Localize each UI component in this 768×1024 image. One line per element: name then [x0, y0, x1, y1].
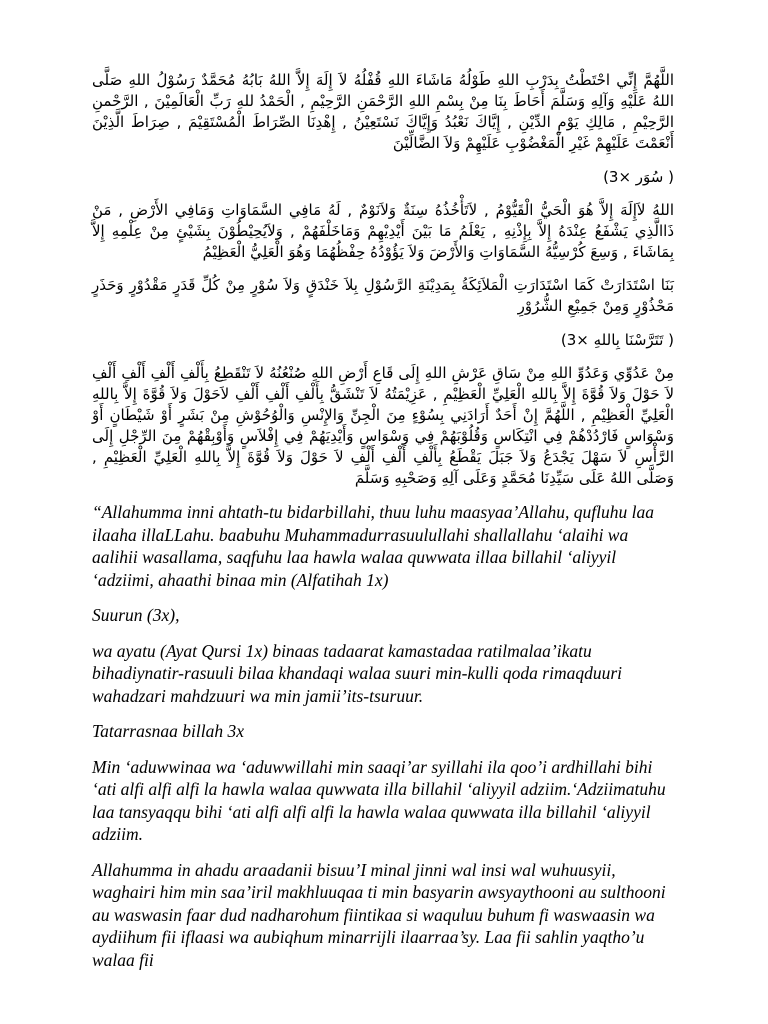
arabic-protection-prayer: مِنْ عَدُوِّي وَعَدُوِّ اللهِ مِنْ سَاقِ عَرْشِ اللهِ إِلَى قَاعِ أَرْضِ اللهِ صُنْعُنُهُ لاَ تَنْقَطِعُ بِأَلْفِ أَلْفِ أَلْفِ أَلْفِ لاَ حَوْلَ وَلاَ قُوَّةَ إِلاَّ بِاللهِ الْعَلِيِّ الْعَظِيْمِ , عَزِيْمَتُهُ لاَ تَنْشَقُّ بِأَلْفِ أَلْفِ أَلْفِ لاَحَوْلَ وَلاَ قُوَّةَ إِلاَّ بِاللهِ الْعَلِيِّ الْعَظِيْمِ , اللَّهُمَّ إِنْ أَحَدٌ أَرَادَنِي بِسُوْءٍ مِنَ الْجِنِّ وَالإِنْسِ وَالْوُحُوْشِ مِنْ بَشَرٍ أَوْ شَيْطَانٍ أَوْ وَسْوَاسٍ فَارْدُدْهُمْ فِي انْتِكَاسٍ وَقُلُوْبَهُمْ فِي وَسْوَاسٍ وَأَيْدِيَهُمْ فِي إِفْلاَسٍ وَأَوْبِقْهُمْ مِنَ الرِّجْلِ إِلَى الرَّأْسِ لاَ سَهْلَ يَجْدَعُ وَلاَ جَبَلَ يَقْطَعُ بِأَلْفِ أَلْفِ أَلْفِ لاَ حَوْلَ وَلاَ قُوَّةَ إِلاَّ بِاللهِ الْعَلِيِّ الْعَظِيْمِ , وَصَلَّى اللهُ عَلَى سَيِّدِنَا مُحَمَّدٍ وَعَلَى آلِهِ وَصَحْبِهِ وَسَلَّمَ [92, 364, 674, 487]
document-page [92, 70, 674, 984]
latin-surah-label: Suurun (3x), [92, 605, 180, 625]
latin-opening-prayer: “Allahumma inni ahtath-tu bidarbillahi, thuu luhu maasyaa’Allahu, qufluhu laa ilaaha illaLLahu. baabuhu Muhammadurrasuulullahi shallallahu ‘alaihi wa aalihii wasallama, saqfuhu laa hawla walaa quwwata illaa billahil ‘aliyyil ‘adziimi, ahaathi binaa min (Alfatihah 1x) [92, 502, 654, 590]
arabic-surah-label: ( سُوَر ×3) [603, 168, 674, 186]
latin-closing-prayer: Allahumma in ahadu araadanii bisuu’I minal jinni wal insi wal wuhuusyii, waghairi him min saa’iril makhluuqaa ti min basyarin awsyaythooni au sulthooni au waswasin faar dud nadharohum fiintikaa si waquluu buhum fi waswaasin wa aydiihum fii iflaasi wa aubiqhum minarrijli ilaarraa’sy. Laa fii sahlin yaqtho’u walaa fii [92, 859, 666, 970]
latin-ayat-kursi: wa ayatu (Ayat Qursi 1x) binaas tadaarat kamastadaa ratilmalaa’ikatu bihadiynatir-rasuuli bilaa khandaqi walaa suuri min-kulli qoda rimaqduuri wahadzari mahdzuuri wa min jamii’its-tsuruur. [92, 640, 623, 706]
arabic-tatarrasna-label: ( تَتَرَّسْنَا بِاللهِ ×3) [560, 331, 674, 349]
latin-protection-prayer: Min ‘aduwwinaa wa ‘aduwwillahi min saaqi’ar syillahi ila qoo’i ardhillahi bihi ‘ati alfi alfi alfi la hawla walaa quwwata illa billahil ‘aliyyil adziim.‘Adziimatuhu laa tansyaqqu bihi ‘ati alfi alfi alfi la hawla walaa quwwata illa billahil ‘aliyyil adziim. [92, 756, 666, 844]
arabic-encirclement-prayer: بَنَا اسْتَدَارَتْ كَمَا اسْتَدَارَتِ الْمَلاَئِكَةُ بِمَدِيْنَةِ الرَّسُوْلِ بِلاَ خَنْدَقٍ وَلاَ سُوْرٍ مِنْ كُلِّ قَدَرٍ مَقْدُوْرٍ وَحَذَرٍ مَحْذُوْرٍ وَمِنْ جَمِيْعِ الشُّرُوْرِ [92, 276, 674, 315]
arabic-opening-prayer: اللَّهُمَّ إِنِّي احْتَطْتُ بِدَرْبِ اللهِ طَوْلُهُ مَاشَاءَ اللهِ قُفْلُهُ لاَ إِلَهَ إِلاَّ اللهُ بَابُهُ مُحَمَّدٌ رَسُوْلُ اللهِ صَلَّى اللهُ عَلَيْهِ وَآلِهِ وَسَلَّمَ أَحَاطَ بِنَا مِنْ بِسْمِ اللهِ الرَّحْمَنِ الرَّحِيْمِ , الْحَمْدُ للهِ رَبِّ الْعَالَمِيْنَ , الرَّحْمنِ الرَّحِيْمِ , مَالِكِ يَوْمِ الدِّيْنِ , إِيَّاكَ نَعْبُدُ وَإِيَّاكَ نَسْتَعِيْنُ , إِهْدِنَا الصِّرَاطَ الْمُسْتَقِيْمَ , صِرَاطَ الَّذِيْنَ أَنْعَمْتَ عَلَيْهِمْ غَيْرِ الْمَغْضُوْبِ عَلَيْهِمْ وَلاَ الضَّالِّيْنَ [92, 71, 674, 152]
arabic-ayat-kursi: اللهُ لاَإِلَهَ إِلاَّ هُوَ الْحَيُّ الْقَيُّوْمُ , لاَتَأْخُذُهُ سِنَةٌ وَلاَنَوْمٌ , لَهُ مَافِي السَّمَاوَاتِ وَمَافِي الأَرْضِ , مَنْ ذَاالَّذِي يَشْفَعُ عِنْدَهُ إِلاَّ بِإِذْنِهِ , يَعْلَمُ مَا بَيْنَ أَيْدِيْهِمْ وَمَاخَلْفَهُمْ , وَلاَيُحِيْطُوْنَ بِشَيْئٍ مِنْ عِلْمِهِ إِلاَّ بِمَاشَاءَ , وَسِعَ كُرْسِيُّهُ السَّمَاوَاتِ وَالأَرْضَ وَلاَ يَؤُوْدُهُ حِفْظُهُمَا وَهُوَ الْعَلِيُّ الْعَظِيْمُ [92, 201, 674, 261]
latin-tatarrasna-label: Tatarrasnaa billah 3x [92, 721, 245, 741]
